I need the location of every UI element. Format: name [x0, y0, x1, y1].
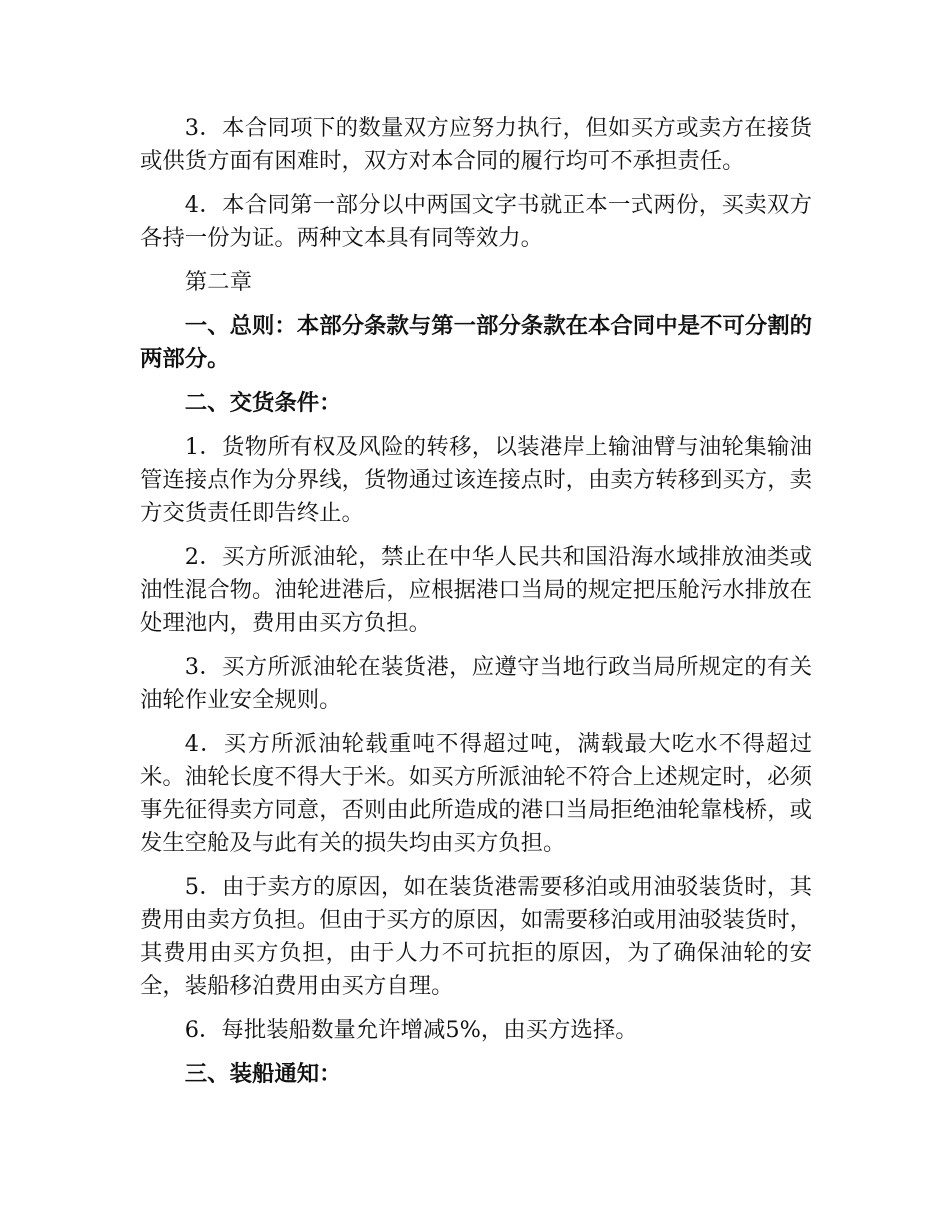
clause-3-quantity-performance: 3．本合同项下的数量双方应努力执行，但如买方或卖方在接货或供货方面有困难时，双方对本合同的履行均可不承担责任。: [140, 115, 812, 174]
delivery-clause-3-safety-rules: 3．买方所派油轮在装货港，应遵守当地行政当局所规定的有关油轮作业安全规则。: [140, 654, 812, 713]
document-body: [140, 112, 812, 1102]
delivery-clause-6-quantity-tolerance: 6．每批装船数量允许增减5%，由买方选择。: [184, 1017, 638, 1043]
section-general-principles: 一、总则：本部分条款与第一部分条款在本合同中是不可分割的两部分。: [140, 313, 812, 372]
section-delivery-conditions: 二、交货条件：: [184, 390, 342, 416]
delivery-clause-2-discharge-rules: 2．买方所派油轮，禁止在中华人民共和国沿海水域排放油类或油性混合物。油轮进港后，应根据港口当局的规定把压舱污水排放在处理池内，费用由买方负担。: [140, 544, 812, 636]
section-shipment-notice: 三、装船通知：: [184, 1061, 342, 1087]
delivery-clause-1-ownership-risk: 1．货物所有权及风险的转移，以装港岸上输油臂与油轮集输油管连接点作为分界线，货物通过该连接点时，由卖方转移到买方，卖方交货责任即告终止。: [140, 434, 812, 526]
delivery-clause-4-tanker-limits: 4．买方所派油轮载重吨不得超过吨，满载最大吃水不得超过米。油轮长度不得大于米。如买方所派油轮不符合上述规定时，必须事先征得卖方同意，否则由此所造成的港口当局拒绝油轮靠栈桥，或发生空舱及与此有关的损失均由买方负担。: [140, 731, 812, 856]
delivery-clause-5-shifting-costs: 5．由于卖方的原因，如在装货港需要移泊或用油驳装货时，其费用由卖方负担。但由于买方的原因，如需要移泊或用油驳装货时，其费用由买方负担，由于人力不可抗拒的原因，为了确保油轮的安全，装船移泊费用由买方自理。: [140, 874, 812, 999]
clause-4-original-copies: 4．本合同第一部分以中两国文字书就正本一式两份，买卖双方各持一份为证。两种文本具有同等效力。: [140, 192, 812, 251]
chapter-heading: 第二章: [184, 269, 252, 295]
